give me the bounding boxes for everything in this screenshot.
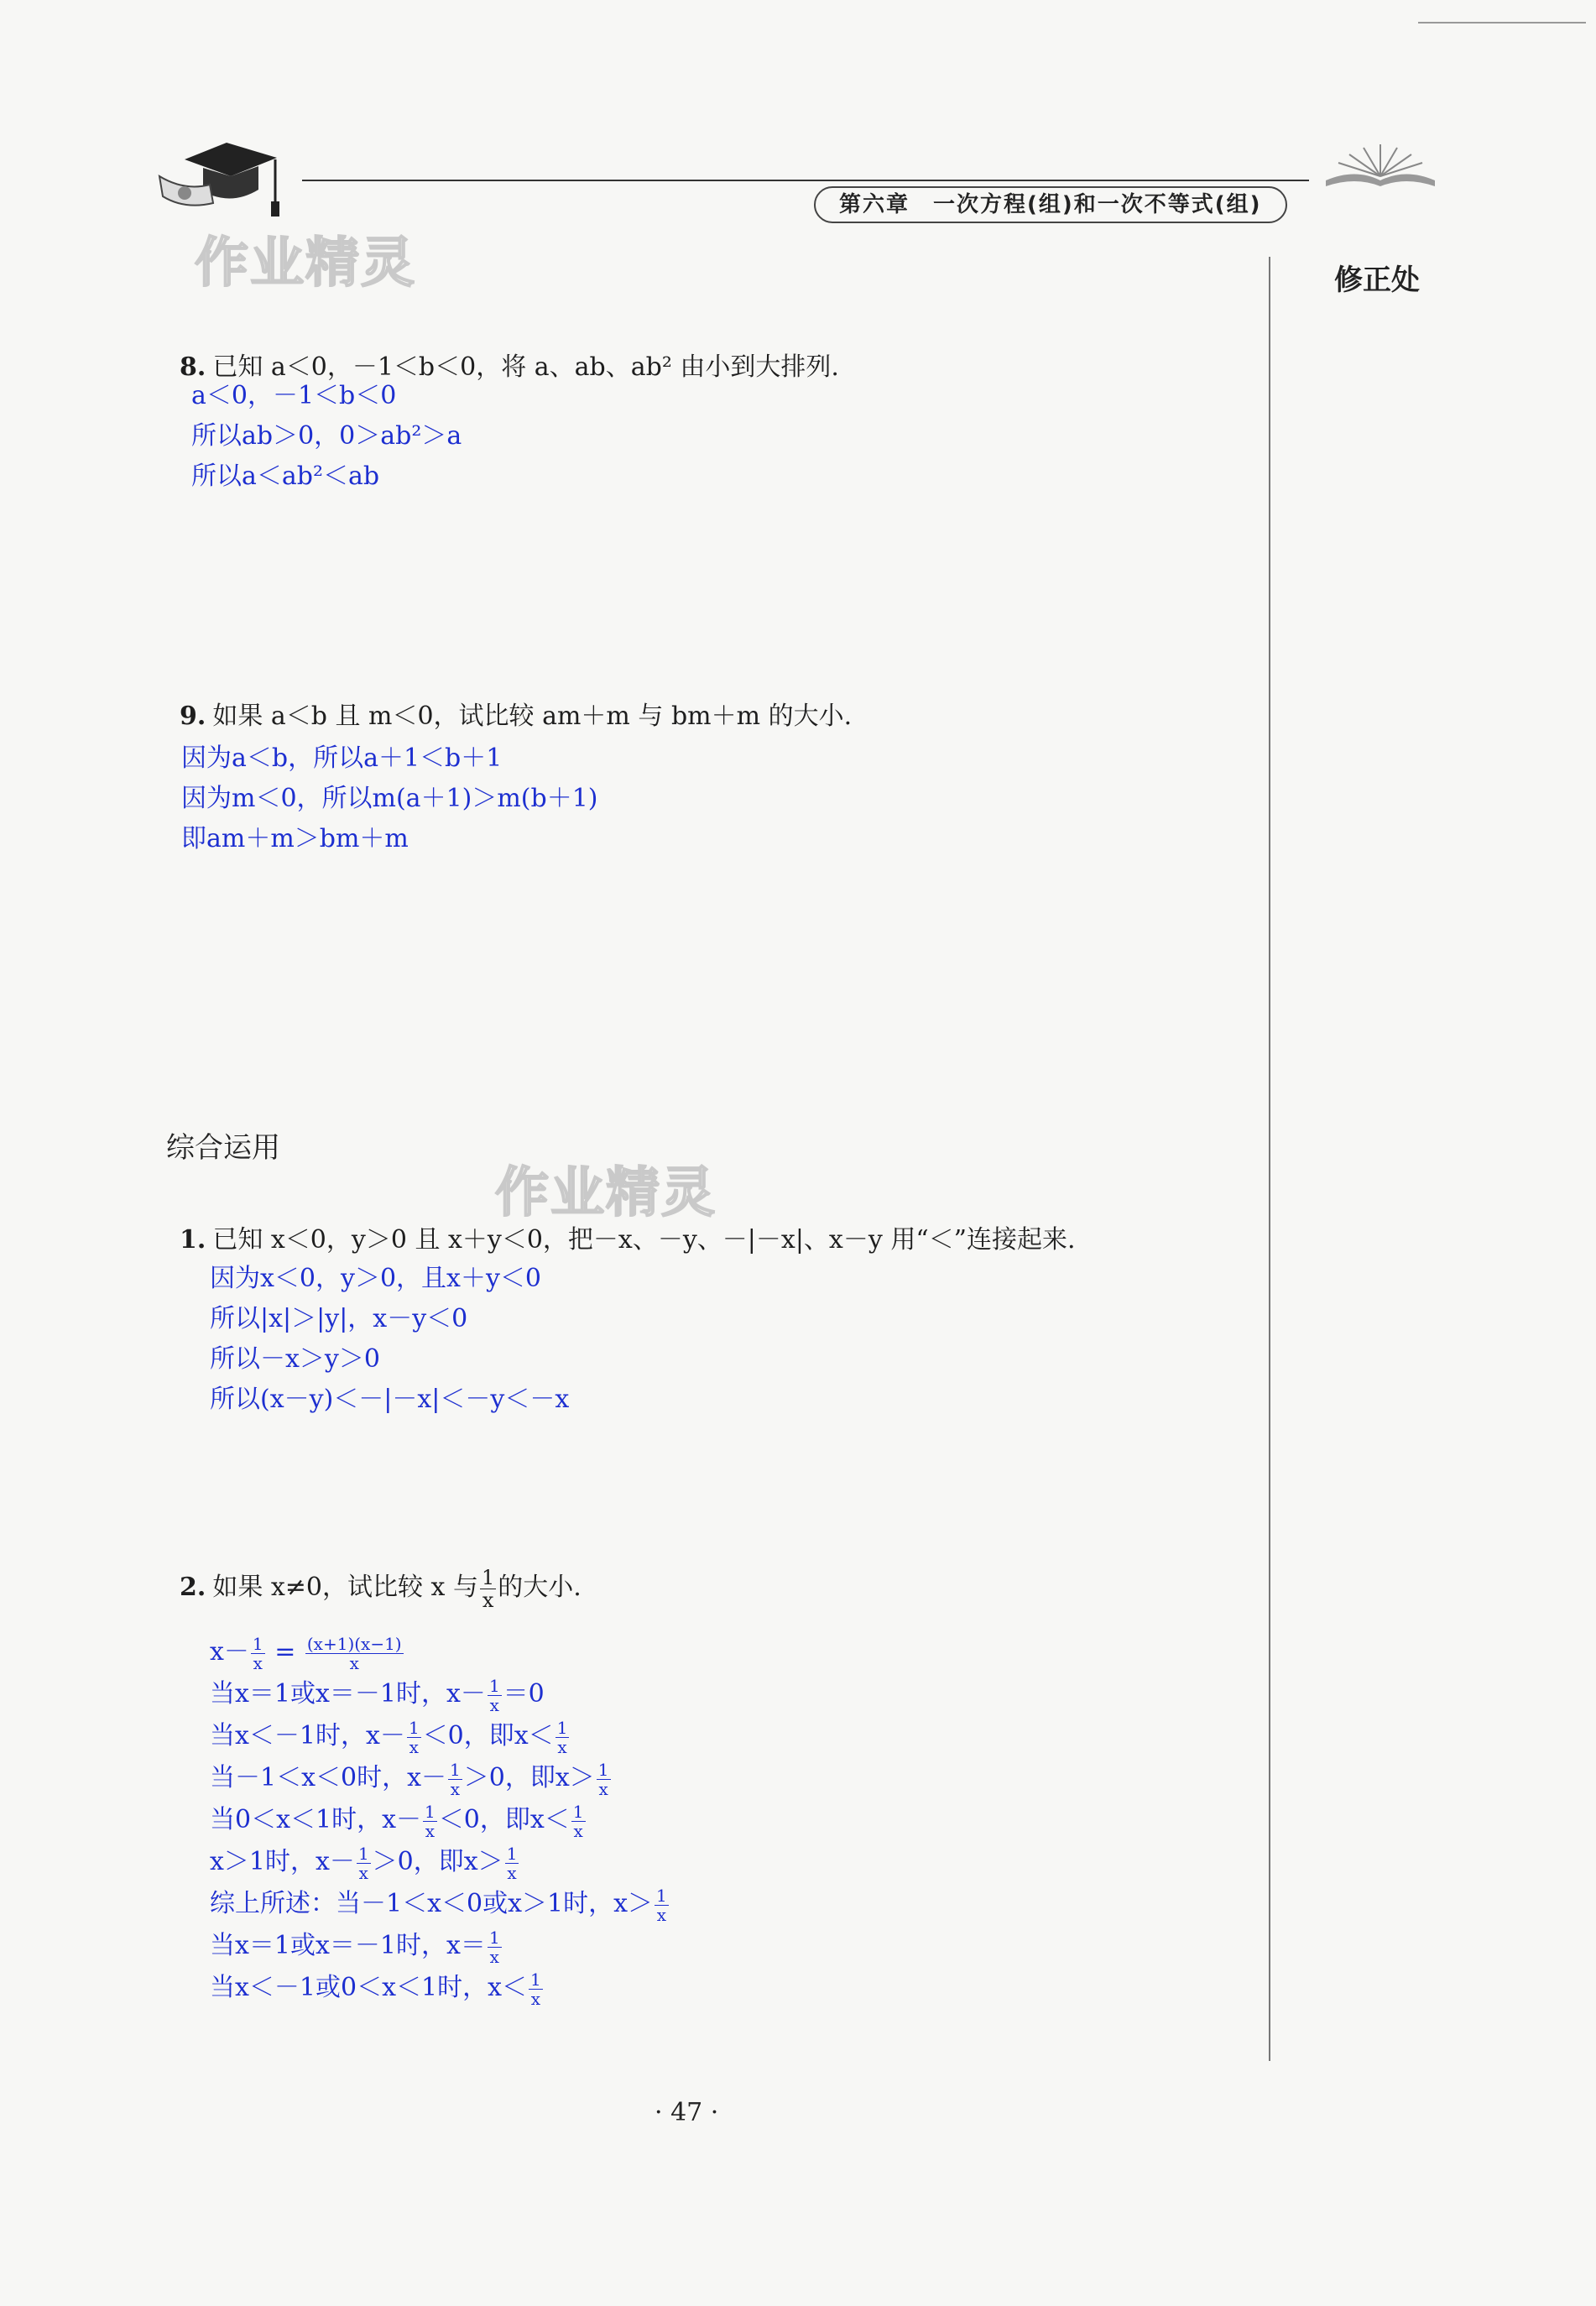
fraction: $\frac{1}{x}$ <box>408 1717 420 1757</box>
answer-line: 当x＜－1时，x－ $\frac{1}{x}$ ＜0，即x＜ $\frac{1}{x}$ <box>210 1717 568 1757</box>
header-rule <box>302 180 1309 181</box>
answer-9 <box>181 738 598 859</box>
answer-line: 即am＋m＞bm＋m <box>181 824 409 853</box>
answer-line: a＜0，－1＜b＜0 <box>191 381 397 410</box>
section-title: 综合运用 <box>166 1131 280 1165</box>
question-text: 如果 x≠0，试比较 x 与 <box>212 1573 478 1602</box>
answer-line: 当x＜－1或0＜x＜1时，x＜ $\frac{1}{x}$ <box>210 1969 541 2009</box>
answer-line: 当x＝1或x＝－1时，x－ $\frac{1}{x}$ ＝0 <box>210 1675 545 1715</box>
fraction: $\frac{1}{x}$ <box>450 1759 461 1799</box>
answer-c2 <box>210 1631 670 2009</box>
fraction: $\frac{1}{x}$ <box>597 1759 609 1799</box>
answer-line: x－ $\frac{1}{x}$ = $\frac{(x+1)(x-1)}{x}$ <box>210 1633 402 1673</box>
question-c1 <box>180 1218 1076 1255</box>
answer-line: 所以|x|＞|y|，x－y＜0 <box>210 1304 468 1333</box>
answer-c1 <box>210 1259 569 1420</box>
fraction: $\frac{1}{x}$ <box>482 1565 495 1612</box>
fraction: $\frac{1}{x}$ <box>572 1801 584 1841</box>
question-c2 <box>180 1566 582 1611</box>
answer-line: x＞1时，x－ $\frac{1}{x}$ ＞0，即x＞ $\frac{1}{x}$ <box>210 1843 518 1883</box>
answer-line: 当x＝1或x＝－1时，x＝ $\frac{1}{x}$ <box>210 1927 500 1967</box>
answer-line: 所以ab＞0，0＞ab²＞a <box>191 421 462 451</box>
graduation-cap-icon <box>151 126 285 235</box>
fraction: $\frac{1}{x}$ <box>488 1675 500 1715</box>
fraction: $\frac{(x+1)(x-1)}{x}$ <box>306 1633 402 1673</box>
fraction: $\frac{1}{x}$ <box>556 1717 568 1757</box>
answer-line: 当0＜x＜1时，x－ $\frac{1}{x}$ ＜0，即x＜ $\frac{1}{x}$ <box>210 1801 584 1841</box>
answer-line: 综上所述：当－1＜x＜0或x＞1时，x＞ $\frac{1}{x}$ <box>210 1885 667 1925</box>
answer-line: 所以(x－y)＜－|－x|＜－y＜－x <box>210 1385 570 1414</box>
watermark-top: 作业精灵 <box>195 232 416 295</box>
answer-line: 当－1＜x＜0时，x－ $\frac{1}{x}$ ＞0，即x＞ $\frac{1}{x}$ <box>210 1759 609 1799</box>
fraction: $\frac{1}{x}$ <box>656 1885 667 1925</box>
chapter-title: 第六章 一次方程(组)和一次不等式(组) <box>814 186 1287 223</box>
question-number: 8. <box>180 352 206 382</box>
top-rule <box>1418 22 1586 23</box>
answer-line: 因为m＜0，所以m(a＋1)＞m(b＋1) <box>181 784 598 813</box>
fraction: $\frac{1}{x}$ <box>425 1801 436 1841</box>
question-number: 9. <box>180 702 206 731</box>
question-text: 的大小. <box>498 1573 582 1602</box>
question-text: 已知 a＜0，－1＜b＜0，将 a、ab、ab² 由小到大排列. <box>212 352 839 382</box>
margin-divider <box>1269 257 1270 2061</box>
question-number: 1. <box>180 1225 206 1255</box>
revise-label: 修正处 <box>1334 263 1420 297</box>
question-text: 已知 x＜0，y＞0 且 x＋y＜0，把－x、－y、－|－x|、x－y 用“＜”连接起来. <box>212 1225 1076 1255</box>
fraction: $\frac{1}{x}$ <box>357 1843 369 1883</box>
answer-8 <box>191 376 462 497</box>
question-number: 2. <box>180 1573 206 1602</box>
answer-line: 因为x＜0，y＞0，且x＋y＜0 <box>210 1264 541 1293</box>
answer-line: 因为a＜b，所以a＋1＜b＋1 <box>181 743 503 773</box>
page-number: · 47 · <box>655 2098 719 2127</box>
fraction: $\frac{1}{x}$ <box>530 1969 541 2009</box>
answer-line: 所以a＜ab²＜ab <box>191 462 380 491</box>
fraction: $\frac{1}{x}$ <box>252 1633 263 1673</box>
question-text: 如果 a＜b 且 m＜0，试比较 am＋m 与 bm＋m 的大小. <box>212 702 853 731</box>
answer-line: 所以－x＞y＞0 <box>210 1344 380 1374</box>
watermark-middle: 作业精灵 <box>495 1162 717 1224</box>
open-book-icon <box>1317 134 1443 193</box>
fraction: $\frac{1}{x}$ <box>506 1843 518 1883</box>
question-9 <box>180 695 852 732</box>
fraction: $\frac{1}{x}$ <box>488 1927 500 1967</box>
